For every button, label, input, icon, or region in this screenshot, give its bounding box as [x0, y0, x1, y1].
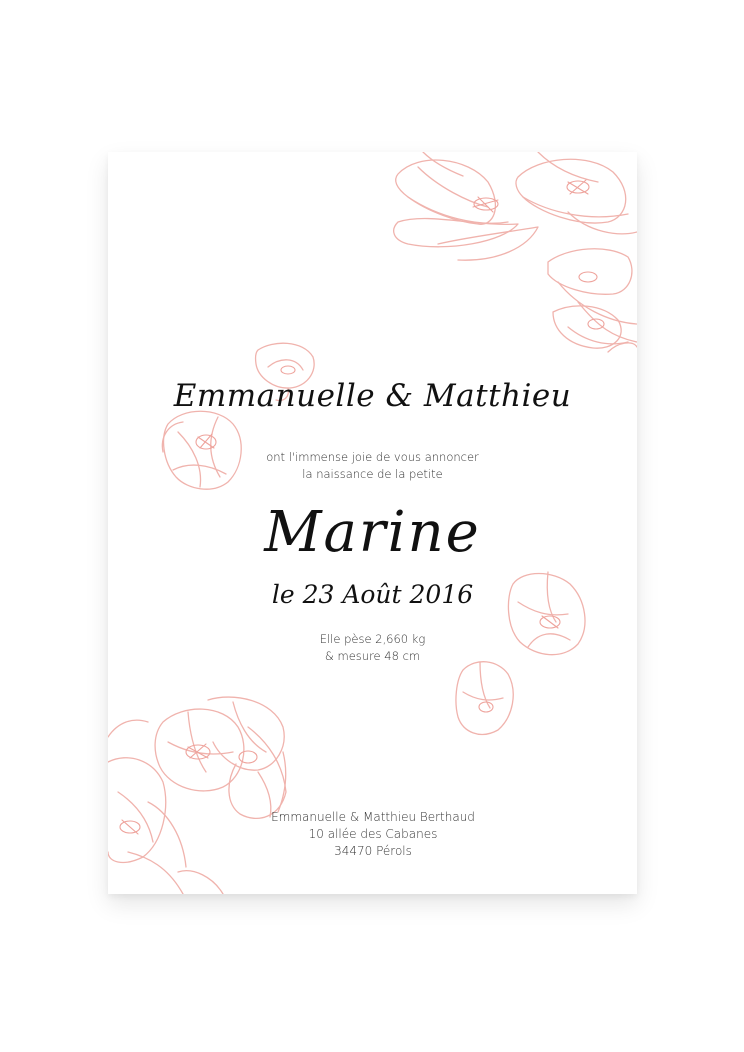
flower-cluster-top-right — [394, 152, 637, 352]
baby-name: Marine — [264, 500, 481, 565]
address-name: Emmanuelle & Matthieu Berthaud — [271, 810, 475, 824]
flower-cluster-bottom-left — [108, 697, 286, 894]
height-line: & mesure 48 cm — [324, 649, 421, 663]
birth-date: le 23 Août 2016 — [271, 580, 474, 609]
announcement-line-2: la naissance de la petite — [302, 467, 443, 481]
announcement-line-1: ont l'immense joie de vous annoncer — [266, 450, 479, 464]
birth-announcement-card — [108, 152, 637, 894]
address-city: 34470 Pérols — [334, 844, 412, 858]
parents-names: Emmanuelle & Matthieu — [173, 378, 572, 414]
weight-line: Elle pèse 2,660 kg — [319, 632, 426, 646]
announcement-text — [108, 449, 637, 483]
family-address — [193, 809, 553, 860]
baby-measures — [108, 631, 637, 665]
address-street: 10 allée des Cabanes — [308, 827, 438, 841]
